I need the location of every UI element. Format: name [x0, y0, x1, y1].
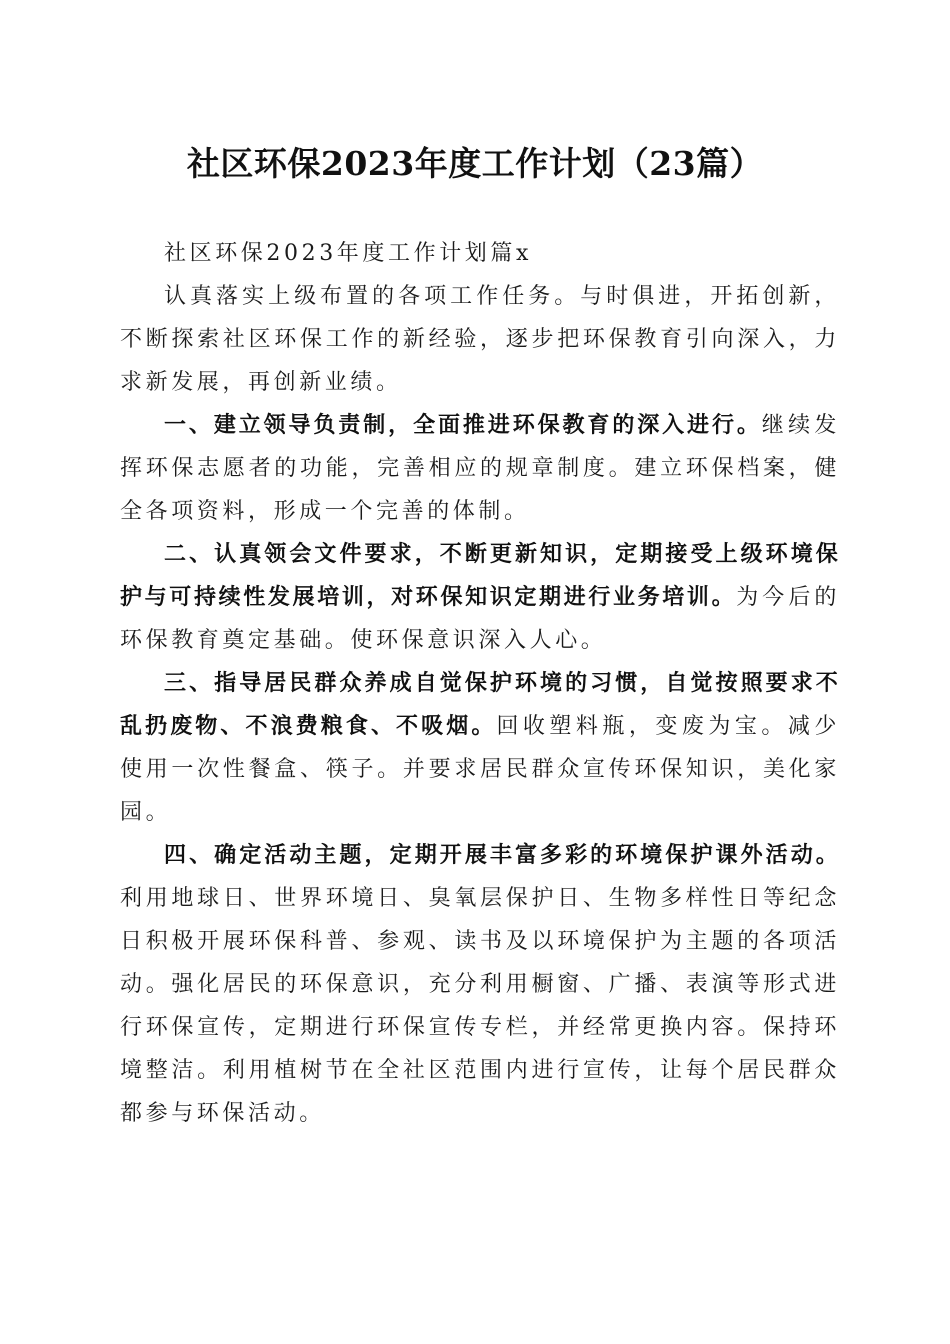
- section-3-paragraph: [120, 662, 840, 834]
- section-3-text: 回收塑料瓶，变废为宝。减少使用一次性餐盒、筷子。并要求居民群众宣传环保知识，美化家园。: [120, 714, 840, 825]
- section-3-heading: 三、指导居民群众养成自觉保护环境的习惯，自觉按照要求不乱扔废物、不浪费粮食、不吸烟。: [120, 671, 840, 739]
- section-4-text: 利用地球日、世界环境日、臭氧层保护日、生物多样性日等纪念日积极开展环保科普、参观、读书及以环境保护为主题的各项活动。强化居民的环保意识，充分利用橱窗、广播、表演等形式进行环保宣传，定期进行环保宣传专栏，并经常更换内容。保持环境整洁。利用植树节在全社区范围内进行宣传，让每个居民群众都参与环保活动。: [120, 886, 840, 1126]
- section-1-heading: 一、建立领导负责制，全面推进环保教育的深入进行。: [164, 413, 762, 438]
- document-title: 社区环保2023年度工作计划（23篇）: [186, 144, 764, 183]
- section-4-heading: 四、确定活动主题，定期开展丰富多彩的环境保护课外活动。: [164, 843, 840, 868]
- section-4-paragraph: [120, 834, 840, 1135]
- section-1-text: 继续发挥环保志愿者的功能，完善相应的规章制度。建立环保档案，健全各项资料，形成一个完善的体制。: [120, 413, 840, 524]
- document-subtitle: 社区环保2023年度工作计划篇x: [164, 241, 532, 266]
- section-1-paragraph: [120, 404, 840, 533]
- section-2-text: 为今后的环保教育奠定基础。使环保意识深入人心。: [120, 585, 840, 653]
- section-2-heading: 二、认真领会文件要求，不断更新知识，定期接受上级环境保护与可持续性发展培训，对环保知识定期进行业务培训。: [120, 542, 840, 610]
- section-2-paragraph: [120, 533, 840, 662]
- intro-paragraph: 认真落实上级布置的各项工作任务。与时俱进，开拓创新，不断探索社区环保工作的新经验，逐步把环保教育引向深入，力求新发展，再创新业绩。: [120, 284, 840, 395]
- document-body: [120, 232, 840, 1135]
